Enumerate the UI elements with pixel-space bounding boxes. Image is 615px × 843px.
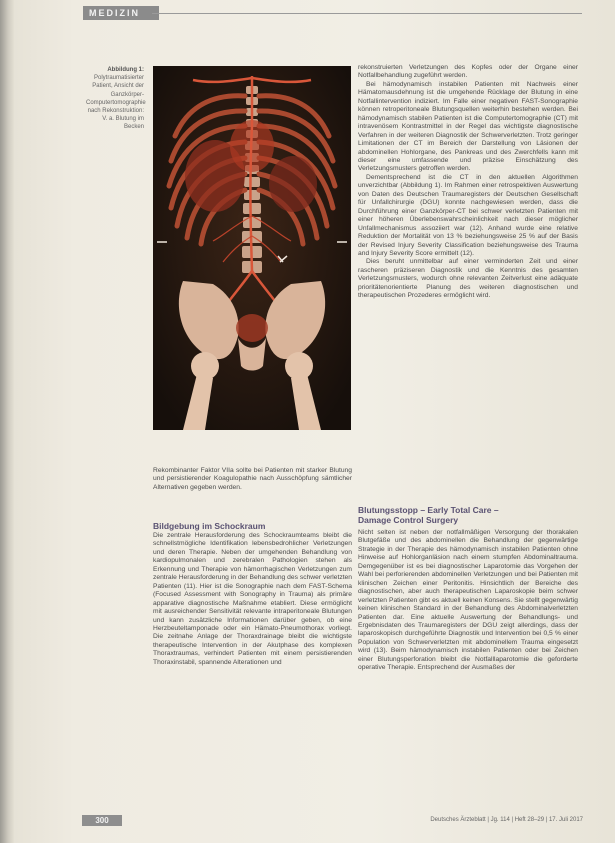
text-column-left-bottom — [153, 532, 352, 667]
text-column-left-intro — [153, 467, 352, 492]
paragraph: Bei hämodynamisch instabilen Patienten mit Nachweis einer Hämatomausdehnung ist die umgehende Rücklage der Blutung in eine Notfallintervention indiziert. Im Falle einer negativen FAST-Sonographie können retroperitoneale Blutungsquellen weiterhin bestehen werden. Bei hämodynamisch stabilen Patienten ist die Computertomographie (CT) mit intravenösem Kontrastmittel in der Regel das wichtigste diagnostische Verfahren in der weiteren Diagnostik der Schwerverletzten. Trotz geringer Limitationen der CT im Bereich der Darstellung von Läsionen der abdominellen Hohlorgane, des Pankreas und des Zwerchfells kann mit dieser eine umfassende und präzise Einschätzung des Verletzungsmusters getroffen werden. — [358, 80, 578, 173]
figure-caption-title: Abbildung 1: — [107, 67, 144, 73]
text-column-right-top — [358, 64, 578, 301]
paragraph: Dementsprechend ist die CT in den aktuellen Algorithmen unverzichtbar (Abbildung 1). Im Rahmen einer retrospektiven Auswertung von Daten des Deutschen Traumaregisters der Deutschen Gesellschaft für Unfallchirurgie (DGU) konnte nachgewiesen werden, dass die Durchführung einer Ganzkörper-CT bei schwer verletzten Patienten mit einer höheren Überlebenswahrscheinlichkeit nach dieser möglicher Unfallmechanismus assoziiert war (12). Anhand wurde eine relative Reduktion der Mortalität von 13 % beziehungsweise 25 % auf der Basis der Revised Injury Severity Classification beziehungsweise des Trauma and Injury Severity Score ermittelt (12). — [358, 173, 578, 257]
section-heading-line: Damage Control Surgery — [358, 515, 459, 525]
paragraph: Dies beruht unmittelbar auf einer verminderten Zeit und einer rascheren präziseren Diagnostik und die Kenntnis des gesamten Verletzungsmusters, wodurch ohne relevanten Zeitverlust eine adäquate prioritätenorientierte Planung des weiteren diagnostischen und therapeutischen Prozederes ermöglicht wird. — [358, 258, 578, 300]
paragraph: Die zentrale Herausforderung des Schockraumteams bleibt die schnellstmögliche Identifikation lebensbedrohlicher Verletzungen und deren Therapie. Neben der umgehenden Behandlung von kardiopulmonalen und zerebralen Pathologien stehen als Erkennung und Therapie von hämorrhagischen Verletzungen zum zentrale Herausforderung in der Behandlung des schwer verletzten Patienten (11). Hier ist die Sonographie nach dem FAST-Schema (Focused Assessment with Sonography in Trauma) als primäre apparative diagnostische Maßnahme etabliert. Diese ermöglicht mit ausreichender Sensitivität relevante intraperitoneale Blutungen und kann zusätzliche Informationen darüber geben, ob eine Herzbeuteltamponade oder ein Hämato-Pneumothorax vorliegt. Die zeitnahe Anlage der Thoraxdrainage bleibt die wichtigste therapeutische Intervention in der Akutphase des komplexen Thoraxtraumas, verhindert Patienten mit einem persistierenden Thoraxinstabil, spannende Alterationen und — [153, 532, 352, 666]
paragraph: Nicht selten ist neben der notfallmäßigen Versorgung der thorakalen Blutgefäße und des abdominellen die Behandlung der gegenwärtige Strategie in der Therapie des hämodynamisch instabilen Patienten ohne Hinweise auf Hohlorganläsion nach einem stumpfen Abdominaltrauma. Demgegenüber ist es bei diagnostischer Laparotomie das Vorgehen der Wahl bei perforierenden abdominellen Verletzungen und bei Patienten mit klinischen Zeichen einer Peritonitis. Hinsichtlich der Bereiche des diagnostischen, aber auch therapeutischen Laparoskopie beim schwer verletzten Patienten gibt es aktuell keinen Konsens. Sie stellt gegenwärtig keinen klinischen Standard in der Behandlung des Abdominalverletzten Patienten dar. Eine aktuelle Auswertung der Behandlungs- und Ergebnisdaten des Traumaregisters der DGU zeigt allerdings, dass der laparoskopisch durchgeführte Diagnostik und Intervention bei 0,5 % einer Population von Schwerverletzten mit abdominellem Trauma eingesetzt wird (13). Beim hämodynamisch instabilen Patienten oder bei Zeichen einer Blutungsperforation bleibt die Notfalllaparotomie die geforderte operative Therapie. Entsprechend der Ausmaßes der — [358, 529, 578, 672]
section-heading-imaging: Bildgebung im Schockraum — [153, 521, 266, 531]
header-rule — [152, 13, 582, 14]
page-edge — [0, 0, 14, 843]
paragraph: Rekombinanter Faktor VIIa sollte bei Patienten mit starker Blutung und persistierender Koagulopathie nach Ausschöpfung sämtlicher Alternativen gegeben werden. — [153, 467, 352, 491]
figure-caption-text: Polytraumatisierter Patient, Ansicht der Ganzkörper-Computertomographie nach Rekonstruktion: V. a. Blutung im Becken — [86, 75, 146, 131]
page-number: 300 — [82, 815, 122, 826]
text-column-right-bottom — [358, 529, 578, 673]
section-heading-line: Blutungsstopp – Early Total Care – — [358, 505, 499, 515]
figure-caption — [86, 66, 144, 132]
ct-reconstruction-image — [153, 66, 351, 430]
paragraph: rekonstruierten Verletzungen des Kopfes oder der Organe einer Notfallbehandlung zugeführt werden. — [358, 64, 578, 80]
section-header: MEDIZIN — [83, 6, 159, 20]
journal-citation: Deutsches Ärzteblatt | Jg. 114 | Heft 28–29 | 17. Juli 2017 — [430, 817, 583, 823]
section-heading-bleeding-control — [358, 505, 578, 525]
